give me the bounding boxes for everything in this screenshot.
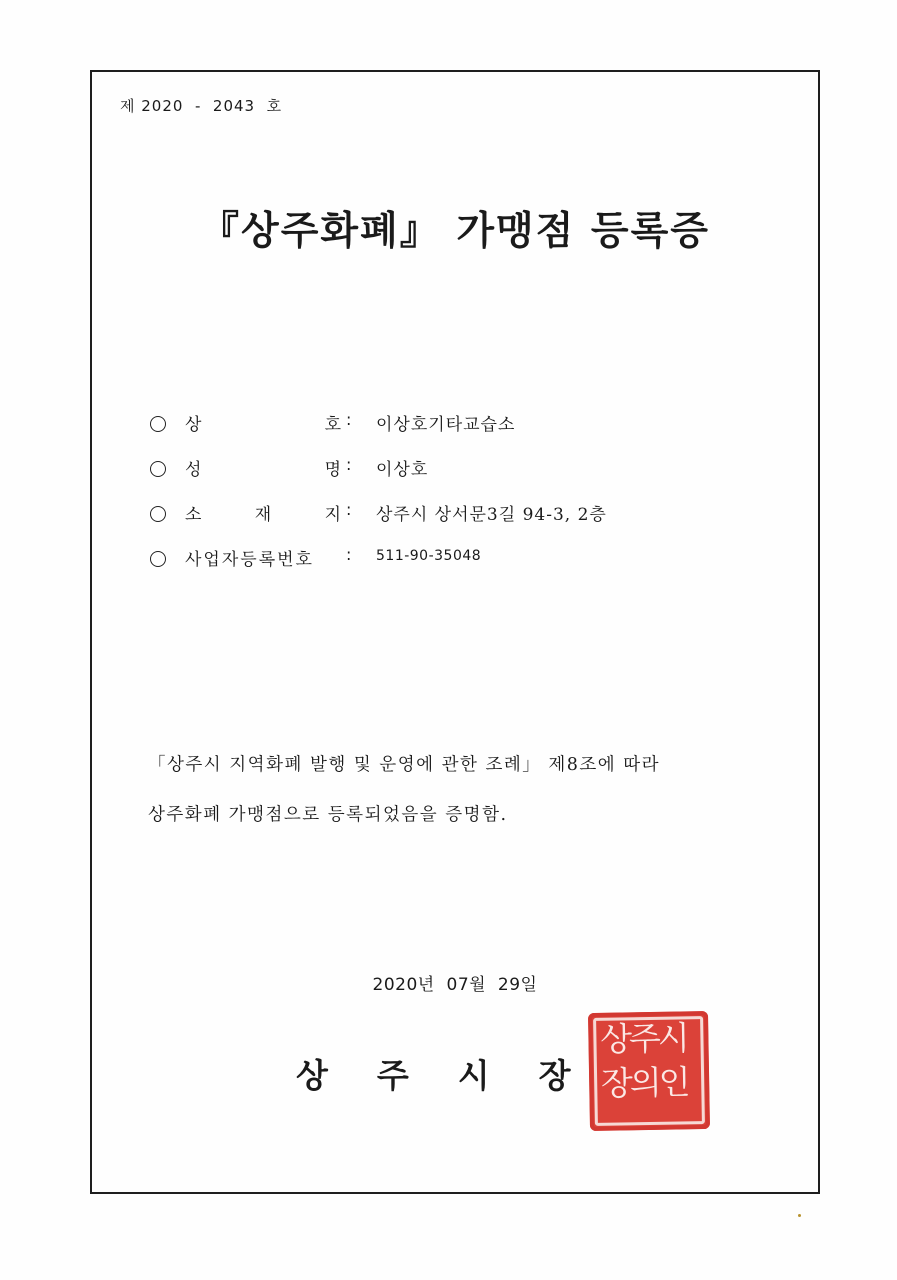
circle-bullet-icon (150, 551, 166, 567)
statement-line-2: 상주화폐 가맹점으로 등록되었음을 증명함. (148, 805, 508, 825)
issue-date: 2020년 07월 29일 (372, 975, 538, 995)
field-label: 성 명 (185, 460, 341, 480)
document-title: 『상주화폐』 가맹점 등록증 (200, 208, 710, 254)
registration-number-value: 511-90-35048 (376, 548, 482, 564)
issuer-title: 상 주 시 장 (296, 1056, 571, 1095)
field-colon: : (346, 455, 352, 474)
circle-bullet-icon (150, 416, 166, 432)
field-label: 사업자등록번호 (185, 550, 314, 570)
address-value: 상주시 상서문3길 94-3, 2층 (376, 505, 607, 525)
field-colon: : (346, 410, 352, 429)
seal-text-line-1: 상주시 (599, 1018, 688, 1059)
official-seal-stamp (588, 1011, 710, 1131)
field-colon: : (346, 500, 352, 519)
field-label: 소 재 지 (185, 505, 341, 525)
document-number: 제 2020 - 2043 호 (120, 97, 283, 115)
field-colon: : (346, 545, 352, 564)
owner-name-value: 이상호 (376, 460, 429, 480)
seal-text-line-2: 장의인 (600, 1062, 688, 1103)
statement-line-1: 「상주시 지역화폐 발행 및 운영에 관한 조례」 제8조에 따라 (148, 755, 661, 775)
business-name-value: 이상호기타교습소 (376, 415, 516, 435)
certification-statement (148, 740, 788, 840)
scan-speck (798, 1214, 801, 1217)
circle-bullet-icon (150, 506, 166, 522)
field-label: 상 호 (185, 415, 341, 435)
circle-bullet-icon (150, 461, 166, 477)
